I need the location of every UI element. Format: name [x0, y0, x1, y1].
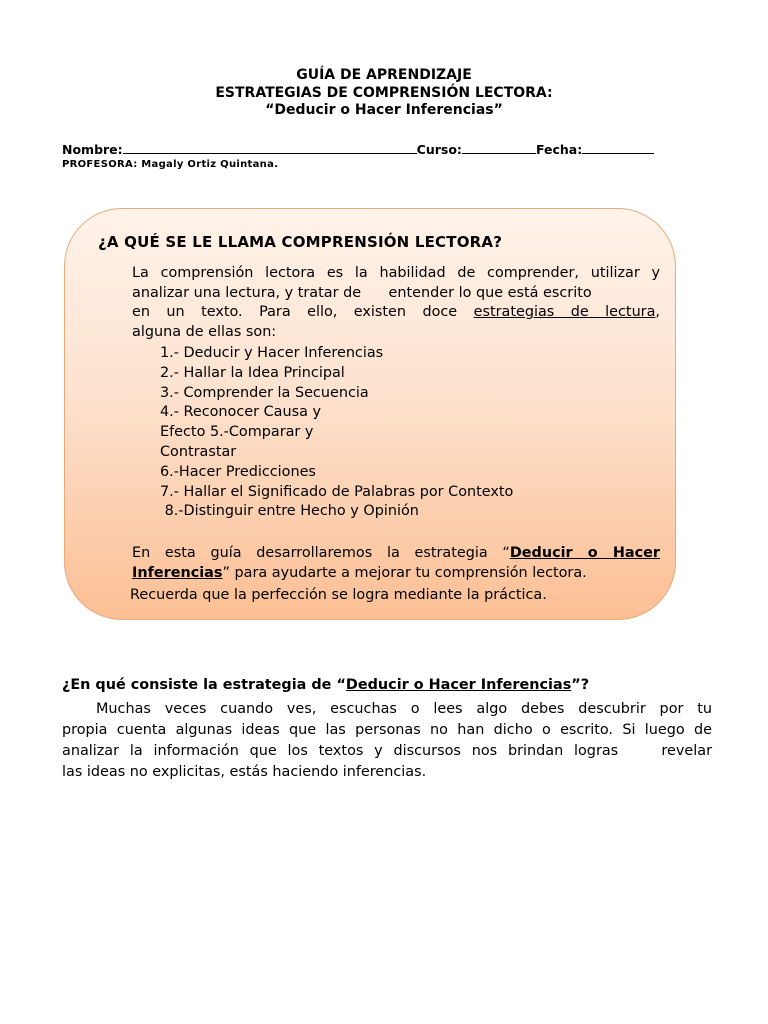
guide-line: [132, 563, 660, 583]
guide-line-text: En esta guía desarrollaremos la estrategia “: [132, 545, 510, 561]
guide-line: [132, 543, 660, 563]
list-item: 2.- Hallar la Idea Principal: [160, 364, 345, 381]
list-item: 4.- Reconocer Causa y: [160, 404, 321, 421]
body-line: las ideas no explicitas, estás haciendo inferencias.: [62, 764, 427, 780]
guide-line-text: ” para ayudarte a mejorar tu comprensión lectora.: [222, 565, 587, 581]
section-body: [62, 699, 712, 783]
fecha-blank[interactable]: [582, 141, 654, 154]
section-question: [62, 677, 589, 693]
list-item: 1.- Deducir y Hacer Inferencias: [160, 345, 384, 361]
strategy-name-b: Inferencias: [132, 565, 223, 581]
nombre-label: Nombre:: [62, 142, 123, 157]
intro-line: [132, 303, 660, 323]
list-item: 8.-Distinguir entre Hecho y Opinión: [160, 503, 419, 520]
fecha-label: Fecha:: [535, 142, 583, 157]
list-item: 3.- Comprender la Secuencia: [160, 384, 369, 401]
list-item: Contrastar: [160, 443, 237, 460]
list-item: 7.- Hallar el Significado de Palabras por Contexto: [160, 483, 514, 500]
strategies-link: estrategias de lectura: [473, 304, 656, 321]
body-line: analizar la información que los textos y discursos nos brindan logras revelar: [62, 743, 712, 759]
closing-line: Recuerda que la perfección se logra mediante la práctica.: [130, 587, 547, 603]
body-line: propia cuenta algunas ideas que las personas no han dicho o escrito. Si luego de: [62, 722, 712, 738]
intro-comma: ,: [655, 304, 660, 321]
intro-paragraph: [132, 264, 660, 342]
curso-blank[interactable]: [462, 141, 536, 154]
nombre-blank[interactable]: [123, 141, 417, 154]
student-fields: [62, 141, 654, 157]
guide-topic: “Deducir o Hacer Inferencias”: [265, 102, 503, 118]
question-text: ¿En qué consiste la estrategia de “: [62, 677, 346, 693]
strategy-list: [160, 344, 513, 522]
box-title: ¿A QUÉ SE LE LLAMA COMPRENSIÓN LECTORA?: [98, 233, 503, 251]
intro-line: analizar una lectura, y tratar de entender lo que está escrito: [132, 284, 592, 301]
list-item: 6.-Hacer Predicciones: [160, 463, 316, 480]
guide-title: GUÍA DE APRENDIZAJE: [296, 67, 472, 83]
list-item: Efecto 5.-Comparar y: [160, 424, 314, 441]
guide-subtitle: ESTRATEGIAS DE COMPRENSIÓN LECTORA:: [215, 85, 553, 101]
intro-line-text: en un texto. Para ello, existen doce: [132, 304, 458, 321]
guide-paragraph: [132, 543, 660, 583]
teacher-name: PROFESORA: Magaly Ortiz Quintana.: [62, 159, 279, 170]
body-line: Muchas veces cuando ves, escuchas o lees algo debes descubrir por tu: [96, 701, 712, 717]
intro-line: La comprensión lectora es la habilidad de comprender, utilizar y: [132, 265, 660, 281]
question-end: ”?: [571, 677, 590, 693]
question-strategy: Deducir o Hacer Inferencias: [345, 677, 572, 693]
strategy-name-a: Deducir o Hacer: [509, 545, 660, 561]
curso-label: Curso:: [416, 142, 462, 157]
intro-line: alguna de ellas son:: [132, 323, 277, 340]
